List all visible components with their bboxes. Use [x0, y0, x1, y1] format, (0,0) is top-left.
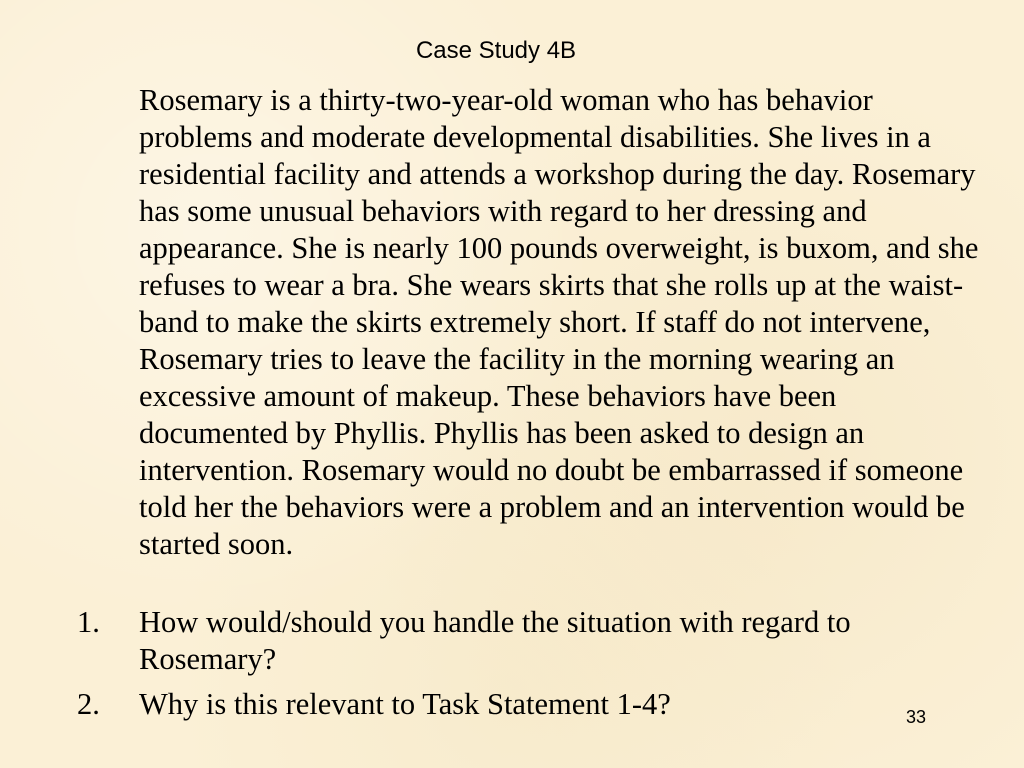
case-study-paragraph: Rosemary is a thirty-two-year-old woman who has behavior problems and moderate developmental disabilities. She lives in a residential facility and attends a workshop during the day. Rosemary has some unusual behaviors with regard to her dressing and appearance. She is nearly 100 pounds overweight, is buxom, and she refuses to wear a bra. She wears skirts that she rolls up at the waist-band to make the skirts extremely short. If staff do not intervene, Rosemary tries to leave the facility in the morning wearing an excessive amount of makeup. These behaviors have been documented by Phyllis. Phyllis has been asked to design an intervention. Rosemary would no doubt be embarrassed if someone told her the behaviors were a problem and an intervention would be started soon.	[139, 83, 979, 561]
question-text: Why is this relevant to Task Statement 1-4?	[139, 687, 671, 721]
question-number: 2.	[77, 687, 100, 721]
question-list	[0, 604, 1000, 731]
question-text: How would/should you handle the situation with regard to Rosemary?	[139, 605, 851, 676]
question-item-1	[0, 604, 899, 678]
slide-title: Case Study 4B	[415, 37, 577, 64]
question-number: 1.	[77, 605, 100, 639]
question-item-2	[0, 686, 899, 723]
page-number: 33	[906, 707, 927, 727]
